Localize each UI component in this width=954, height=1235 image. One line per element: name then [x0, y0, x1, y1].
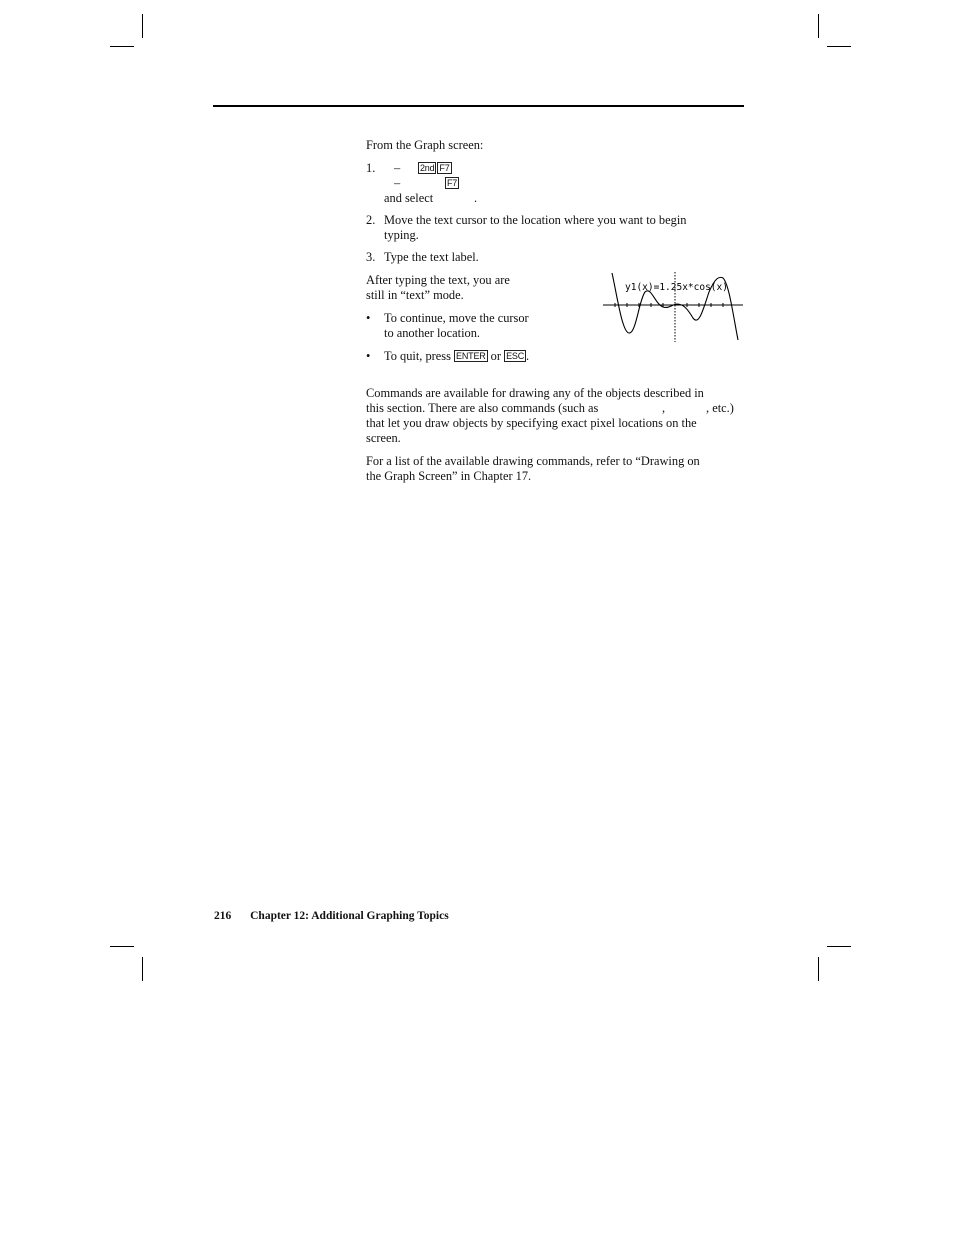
- crop-mark: [818, 14, 819, 38]
- bullet-1-symbol: •: [366, 311, 371, 325]
- step-1-line-3: and select: [384, 191, 434, 205]
- step-1-number: 1.: [366, 161, 376, 175]
- commands-line-3: that let you draw objects by specifying exact pixel locations on the: [366, 416, 697, 430]
- key-enter: ENTER: [456, 351, 486, 361]
- crop-mark: [142, 14, 143, 38]
- list-para-line-1: For a list of the available drawing commands, refer to “Drawing on: [366, 454, 700, 468]
- bullet-2-prefix: To quit, press: [384, 349, 451, 363]
- commands-line-2-comma: ,: [662, 401, 666, 415]
- key-esc: ESC: [506, 351, 525, 361]
- step-2-line-2: typing.: [384, 228, 419, 242]
- commands-line-4: screen.: [366, 431, 401, 445]
- crop-mark: [827, 946, 851, 947]
- intro-text: From the Graph screen:: [366, 138, 484, 152]
- commands-line-2b: , etc.): [706, 401, 734, 415]
- header-rule: [213, 105, 744, 107]
- step-1-period: .: [474, 191, 478, 205]
- bullet-1-line-1: To continue, move the cursor: [384, 311, 529, 325]
- list-para-line-2: the Graph Screen” in Chapter 17.: [366, 469, 532, 483]
- step-1-keys: [418, 161, 452, 176]
- graph-screen-svg: [603, 270, 743, 342]
- bullet-2-middle: or: [490, 349, 501, 363]
- bullet-2-line: [384, 349, 529, 364]
- crop-mark: [110, 46, 134, 47]
- page-footer: [214, 910, 449, 922]
- bullet-2-symbol: •: [366, 349, 371, 363]
- key-f7: F7: [447, 178, 458, 188]
- step-2-number: 2.: [366, 213, 376, 227]
- key-2nd: 2nd: [420, 163, 435, 173]
- dash: –: [394, 176, 401, 190]
- dash: –: [394, 161, 401, 175]
- step-3-number: 3.: [366, 250, 376, 264]
- step-3-line-1: Type the text label.: [384, 250, 479, 264]
- crop-mark: [818, 957, 819, 981]
- after-text-line-2: still in “text” mode.: [366, 288, 464, 302]
- function-label: y1(x)=1.25x*cos(x): [625, 282, 728, 293]
- key-f7: F7: [439, 163, 450, 173]
- crop-mark: [142, 957, 143, 981]
- bullet-1-line-2: to another location.: [384, 326, 480, 340]
- chapter-title: Chapter 12: Additional Graphing Topics: [250, 910, 449, 922]
- crop-mark: [110, 946, 134, 947]
- step-1-line-1: [394, 161, 400, 176]
- step-1-key-f7: [445, 176, 459, 191]
- crop-mark: [827, 46, 851, 47]
- step-2-line-1: Move the text cursor to the location where you want to begin: [384, 213, 687, 227]
- after-text-line-1: After typing the text, you are: [366, 273, 510, 287]
- commands-line-2a: this section. There are also commands (such as: [366, 401, 599, 415]
- commands-line-1: Commands are available for drawing any of the objects described in: [366, 386, 704, 400]
- graph-screen: [603, 270, 743, 342]
- step-1-line-2: [394, 176, 400, 191]
- page-number: 216: [214, 910, 232, 922]
- bullet-2-suffix: .: [526, 349, 530, 363]
